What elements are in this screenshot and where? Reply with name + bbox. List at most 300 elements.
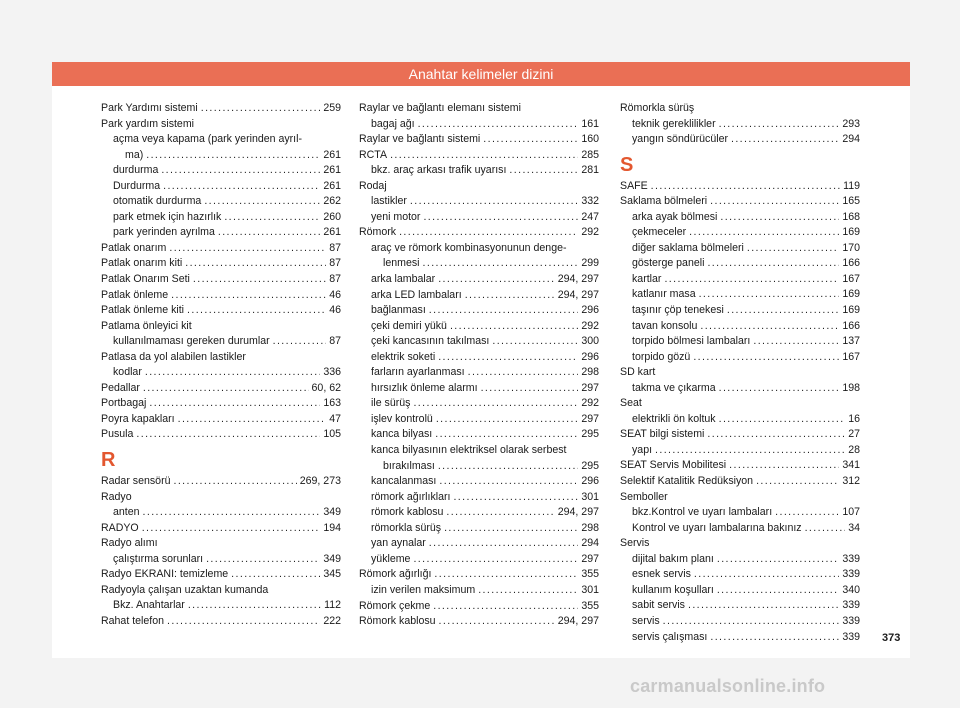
section-title: Anahtar kelimeler dizini [408, 66, 554, 82]
entry-term: Raylar ve bağlantı elemanı sistemi [359, 102, 521, 114]
entry-term: Portbagaj [101, 397, 147, 410]
dot-leader [438, 272, 555, 288]
entry-term: Rodaj [359, 179, 387, 192]
entry-page: 297 [581, 381, 599, 394]
dot-leader [188, 598, 321, 614]
entry-term: işlev kontrolü [371, 412, 433, 425]
dot-leader [729, 458, 839, 474]
index-subentry [359, 536, 599, 552]
entry-page: 300 [581, 335, 599, 348]
index-subentry [101, 334, 341, 350]
dot-leader [439, 474, 578, 490]
entry-term: Park Yardımı sistemi [101, 102, 198, 114]
entry-term: Durdurma [113, 179, 161, 192]
dot-leader [163, 179, 320, 195]
entry-page: 222 [323, 614, 341, 627]
index-subentry [101, 365, 341, 381]
entry-page: 169 [842, 226, 860, 239]
index-subentry [620, 521, 860, 537]
index-subentry [620, 319, 860, 335]
entry-term: römork ağırlıkları [371, 490, 451, 503]
dot-leader [719, 117, 840, 133]
entry-term: RADYO [101, 521, 139, 534]
index-subentry [101, 598, 341, 614]
entry-page: 340 [842, 583, 860, 596]
entry-page: 198 [842, 381, 860, 394]
index-subentry [359, 443, 599, 459]
dot-leader [434, 567, 578, 583]
dot-leader [224, 210, 320, 226]
dot-leader [478, 583, 578, 599]
entry-term: katlanır masa [632, 288, 696, 301]
index-subentry [359, 194, 599, 210]
index-subentry [620, 412, 860, 428]
entry-page: 339 [842, 599, 860, 612]
index-entry [101, 567, 341, 583]
index-subentry [620, 334, 860, 350]
dot-leader [149, 396, 320, 412]
entry-term: lastikler [371, 195, 407, 208]
index-entry [620, 396, 860, 412]
index-subentry [620, 614, 860, 630]
entry-page: 298 [581, 366, 599, 379]
dot-leader [167, 614, 320, 630]
index-entry [359, 179, 599, 195]
dot-leader [710, 194, 839, 210]
entry-page: 339 [842, 552, 860, 565]
entry-term: bağlanması [371, 304, 426, 317]
entry-term: Bkz. Anahtarlar [113, 599, 185, 612]
entry-term: kodlar [113, 366, 142, 379]
entry-page: 87 [329, 273, 341, 286]
section-header [52, 62, 910, 86]
index-subentry [620, 272, 860, 288]
entry-term: ile sürüş [371, 397, 411, 410]
entry-term: takma ve çıkarma [632, 381, 716, 394]
entry-term: kullanım koşulları [632, 583, 714, 596]
entry-page: 261 [323, 179, 341, 192]
entry-page: 299 [581, 257, 599, 270]
entry-term: torpido bölmesi lambaları [632, 335, 751, 348]
entry-term: bkz. araç arkası trafik uyarısı [371, 164, 507, 177]
index-subentry [359, 210, 599, 226]
entry-page: 293 [842, 117, 860, 130]
dot-leader [444, 521, 578, 537]
entry-page: 168 [842, 210, 860, 223]
index-subentry [620, 241, 860, 257]
entry-term: SD kart [620, 366, 656, 379]
dot-leader [193, 272, 326, 288]
dot-leader [719, 381, 840, 397]
entry-term: kanca bilyasının elektriksel olarak serbest [371, 444, 567, 457]
entry-page: 107 [842, 506, 860, 519]
entry-term: park yerinden ayrılma [113, 226, 215, 239]
entry-term: Römork [359, 226, 397, 239]
index-entry [101, 536, 341, 552]
index-subentry [101, 163, 341, 179]
entry-term: araç ve römork kombinasyonunun denge- [371, 241, 567, 254]
index-subentry [359, 288, 599, 304]
index-letter-heading: S [620, 153, 634, 176]
entry-term: sabit servis [632, 599, 685, 612]
entry-page: 294 [581, 537, 599, 550]
entry-page: 16 [848, 412, 860, 425]
entry-term: Pedallar [101, 381, 140, 394]
entry-page: 137 [842, 335, 860, 348]
page-number: 373 [882, 632, 901, 644]
entry-term: Selektif Katalitik Redüksiyon [620, 475, 754, 488]
entry-page: 301 [581, 583, 599, 596]
index-entry [620, 194, 860, 210]
index-subentry [620, 598, 860, 614]
index-subentry [620, 225, 860, 241]
entry-page: 294, 297 [557, 273, 599, 286]
entry-term: kartlar [632, 272, 662, 285]
dot-leader [775, 505, 839, 521]
entry-page: 167 [842, 350, 860, 363]
index-entry [101, 381, 341, 397]
entry-term: servis çalışması [632, 630, 708, 643]
index-subentry [101, 552, 341, 568]
entry-page: 301 [581, 490, 599, 503]
index-subentry [359, 474, 599, 490]
dot-leader [201, 101, 321, 117]
entry-page: 269, 273 [299, 475, 341, 488]
entry-page: 46 [329, 304, 341, 317]
entry-term: hırsızlık önleme alarmı [371, 381, 478, 394]
entry-page: 87 [329, 335, 341, 348]
entry-page: 87 [329, 241, 341, 254]
index-subentry [620, 117, 860, 133]
entry-page: 170 [842, 241, 860, 254]
entry-page: 297 [581, 412, 599, 425]
entry-term: Römork çekme [359, 599, 431, 612]
entry-page: 261 [323, 148, 341, 161]
entry-term: yangın söndürücüler [632, 133, 728, 146]
entry-term: Kontrol ve uyarı lambalarına bakınız [632, 521, 802, 534]
index-subentry [101, 505, 341, 521]
entry-term: Radyo alımı [101, 537, 158, 550]
index-entry [359, 599, 599, 615]
dot-leader [399, 225, 578, 241]
entry-page: 297 [581, 552, 599, 565]
entry-page: 312 [842, 475, 860, 488]
dot-leader [707, 256, 839, 272]
entry-page: 169 [842, 304, 860, 317]
entry-page: 119 [843, 179, 860, 192]
watermark: carmanualsonline.info [630, 676, 826, 696]
index-subentry [359, 241, 599, 257]
index-entry [620, 101, 860, 117]
entry-page: 349 [323, 506, 341, 519]
entry-page: 339 [842, 568, 860, 581]
entry-page: 294 [842, 133, 860, 146]
dot-leader [756, 474, 839, 490]
entry-page: 262 [323, 195, 341, 208]
dot-leader [651, 179, 840, 195]
entry-term: elektrik soketi [371, 350, 436, 363]
entry-page: 260 [323, 210, 341, 223]
index-subentry [359, 365, 599, 381]
dot-leader [423, 256, 579, 272]
index-subentry [359, 256, 599, 272]
entry-page: 341 [842, 459, 860, 472]
dot-leader [453, 490, 578, 506]
index-subentry [359, 412, 599, 428]
entry-term: taşınır çöp tenekesi [632, 304, 724, 317]
entry-page: 281 [581, 164, 599, 177]
dot-leader [206, 552, 320, 568]
dot-leader [731, 132, 839, 148]
index-entry [359, 101, 599, 117]
entry-page: 105 [323, 428, 341, 441]
index-entry [359, 132, 599, 148]
dot-leader [699, 287, 840, 303]
index-subentry [359, 521, 599, 537]
index-subentry [620, 256, 860, 272]
index-entry [101, 614, 341, 630]
entry-term: arka ayak bölmesi [632, 210, 718, 223]
entry-page: 28 [848, 443, 860, 456]
entry-page: 166 [842, 319, 860, 332]
index-entry [101, 288, 341, 304]
entry-term: Radar sensörü [101, 475, 171, 488]
index-entry [620, 474, 860, 490]
entry-term: Patlak onarım [101, 241, 167, 254]
index-subentry [359, 490, 599, 506]
entry-page: 261 [323, 164, 341, 177]
dot-leader [174, 474, 297, 490]
dot-leader [413, 396, 578, 412]
entry-page: 355 [581, 568, 599, 581]
index-entry [101, 241, 341, 257]
index-subentry [101, 194, 341, 210]
entry-page: 161 [581, 117, 599, 130]
dot-leader [418, 117, 579, 133]
entry-term: römorkla sürüş [371, 521, 442, 534]
entry-term: arka lambalar [371, 273, 436, 286]
entry-term: Raylar ve bağlantı sistemi [359, 133, 481, 146]
index-subentry [101, 225, 341, 241]
dot-leader [664, 272, 839, 288]
entry-term: çekmeceler [632, 226, 687, 239]
index-subentry [359, 272, 599, 288]
dot-leader [688, 598, 839, 614]
dot-leader [753, 334, 839, 350]
index-subentry [620, 132, 860, 148]
entry-page: 336 [323, 366, 341, 379]
entry-term: Patlak onarım kiti [101, 257, 183, 270]
index-entry [620, 490, 860, 506]
entry-term: Park yardım sistemi [101, 117, 195, 130]
dot-leader [429, 536, 579, 552]
index-subentry [101, 179, 341, 195]
entry-term: izin verilen maksimum [371, 583, 476, 596]
entry-term: römork kablosu [371, 506, 444, 519]
index-entry [101, 117, 341, 133]
entry-page: 261 [323, 226, 341, 239]
entry-page: 247 [581, 210, 599, 223]
dot-leader [693, 350, 839, 366]
entry-term: esnek servis [632, 568, 691, 581]
entry-term: durdurma [113, 164, 159, 177]
entry-term: bagaj ağı [371, 117, 415, 130]
entry-term: yan aynalar [371, 537, 426, 550]
entry-term: Servis [620, 537, 650, 550]
index-subentry [620, 583, 860, 599]
dot-leader [204, 194, 320, 210]
index-entry [101, 396, 341, 412]
entry-term: Patlak Onarım Seti [101, 273, 190, 286]
dot-leader [483, 132, 578, 148]
entry-term: bkz.Kontrol ve uyarı lambaları [632, 506, 773, 519]
dot-leader [481, 381, 579, 397]
index-subentry [620, 552, 860, 568]
dot-leader [465, 288, 555, 304]
entry-page: 165 [842, 195, 860, 208]
index-entry [101, 272, 341, 288]
index-entry [101, 256, 341, 272]
dot-leader [719, 412, 846, 428]
entry-page: 166 [842, 257, 860, 270]
entry-term: kancalanması [371, 475, 437, 488]
index-entry [101, 490, 341, 506]
entry-term: yeni motor [371, 210, 421, 223]
entry-term: elektrikli ön koltuk [632, 412, 716, 425]
entry-page: 46 [329, 288, 341, 301]
entry-term: Römork ağırlığı [359, 568, 432, 581]
index-subentry [359, 319, 599, 335]
entry-term: Semboller [620, 490, 668, 503]
index-subentry [620, 443, 860, 459]
entry-page: 296 [581, 304, 599, 317]
entry-page: 294, 297 [557, 288, 599, 301]
entry-term: çeki demiri yükü [371, 319, 447, 332]
index-entry [359, 148, 599, 164]
entry-term: Radyoyla çalışan uzaktan kumanda [101, 583, 269, 596]
dot-leader [169, 241, 326, 257]
entry-page: 292 [581, 226, 599, 239]
dot-leader [145, 365, 320, 381]
dot-leader [161, 163, 320, 179]
index-column-2 [359, 101, 599, 630]
entry-term: dijital bakım planı [632, 552, 714, 565]
entry-term: Seat [620, 397, 642, 410]
entry-term: Radyo EKRANI: temizleme [101, 568, 229, 581]
entry-term: RCTA [359, 148, 388, 161]
entry-term: torpido gözü [632, 350, 691, 363]
index-entry [101, 101, 341, 117]
dot-leader [410, 194, 578, 210]
index-column-3 [620, 101, 860, 645]
entry-term: tavan konsolu [632, 319, 698, 332]
entry-term: yükleme [371, 552, 411, 565]
dot-leader [717, 583, 839, 599]
index-subentry [359, 381, 599, 397]
entry-page: 87 [329, 257, 341, 270]
index-entry [101, 319, 341, 335]
entry-term: Patlama önleyici kit [101, 319, 192, 332]
index-subentry [359, 350, 599, 366]
dot-leader [509, 163, 578, 179]
index-subentry [620, 505, 860, 521]
index-entry [620, 427, 860, 443]
entry-term: Römork kablosu [359, 615, 436, 628]
index-entry [101, 521, 341, 537]
entry-term: SEAT Servis Mobilitesi [620, 459, 727, 472]
entry-term: anten [113, 506, 140, 519]
index-subentry [359, 459, 599, 475]
dot-leader [231, 567, 320, 583]
index-entry [620, 179, 860, 195]
entry-page: 295 [581, 459, 599, 472]
entry-page: 47 [329, 412, 341, 425]
index-entry [101, 474, 341, 490]
entry-term: otomatik durdurma [113, 195, 202, 208]
entry-term: Radyo [101, 490, 132, 503]
entry-term: Patlak önleme [101, 288, 169, 301]
index-subentry [359, 396, 599, 412]
dot-leader [663, 614, 840, 630]
index-subentry [620, 567, 860, 583]
dot-leader [171, 288, 326, 304]
index-entry [101, 303, 341, 319]
index-subentry [101, 148, 341, 164]
dot-leader [438, 350, 578, 366]
index-entry [101, 412, 341, 428]
entry-page: 167 [842, 272, 860, 285]
entry-page: 294, 297 [557, 506, 599, 519]
entry-page: 349 [323, 552, 341, 565]
dot-leader [689, 225, 839, 241]
dot-leader [450, 319, 578, 335]
dot-leader [446, 505, 554, 521]
entry-term: Rahat telefon [101, 614, 165, 627]
entry-page: 292 [581, 397, 599, 410]
dot-leader [710, 630, 839, 646]
entry-page: 355 [581, 599, 599, 612]
dot-leader [492, 334, 578, 350]
dot-leader [136, 427, 320, 443]
dot-leader [439, 614, 555, 630]
entry-page: 194 [323, 521, 341, 534]
index-subentry [359, 427, 599, 443]
entry-term: açma veya kapama (park yerinden ayrıl- [113, 133, 303, 146]
dot-leader [143, 505, 321, 521]
index-entry [101, 427, 341, 443]
index-column-1 [101, 101, 341, 630]
index-entry [359, 567, 599, 583]
dot-leader [805, 521, 846, 537]
dot-leader [143, 381, 309, 397]
entry-page: 339 [842, 630, 860, 643]
entry-term: Patlak önleme kiti [101, 304, 185, 317]
index-entry [620, 365, 860, 381]
entry-page: 332 [581, 195, 599, 208]
index-entry [620, 536, 860, 552]
entry-term: çalıştırma sorunları [113, 552, 204, 565]
entry-page: 298 [581, 521, 599, 534]
index-entry [359, 614, 599, 630]
entry-term: kanca bilyası [371, 428, 433, 441]
entry-page: 296 [581, 475, 599, 488]
entry-term: Saklama bölmeleri [620, 195, 708, 208]
entry-term: ma) [125, 148, 144, 161]
entry-page: 27 [848, 428, 860, 441]
index-subentry [620, 381, 860, 397]
dot-leader [142, 521, 321, 537]
index-subentry [620, 630, 860, 646]
